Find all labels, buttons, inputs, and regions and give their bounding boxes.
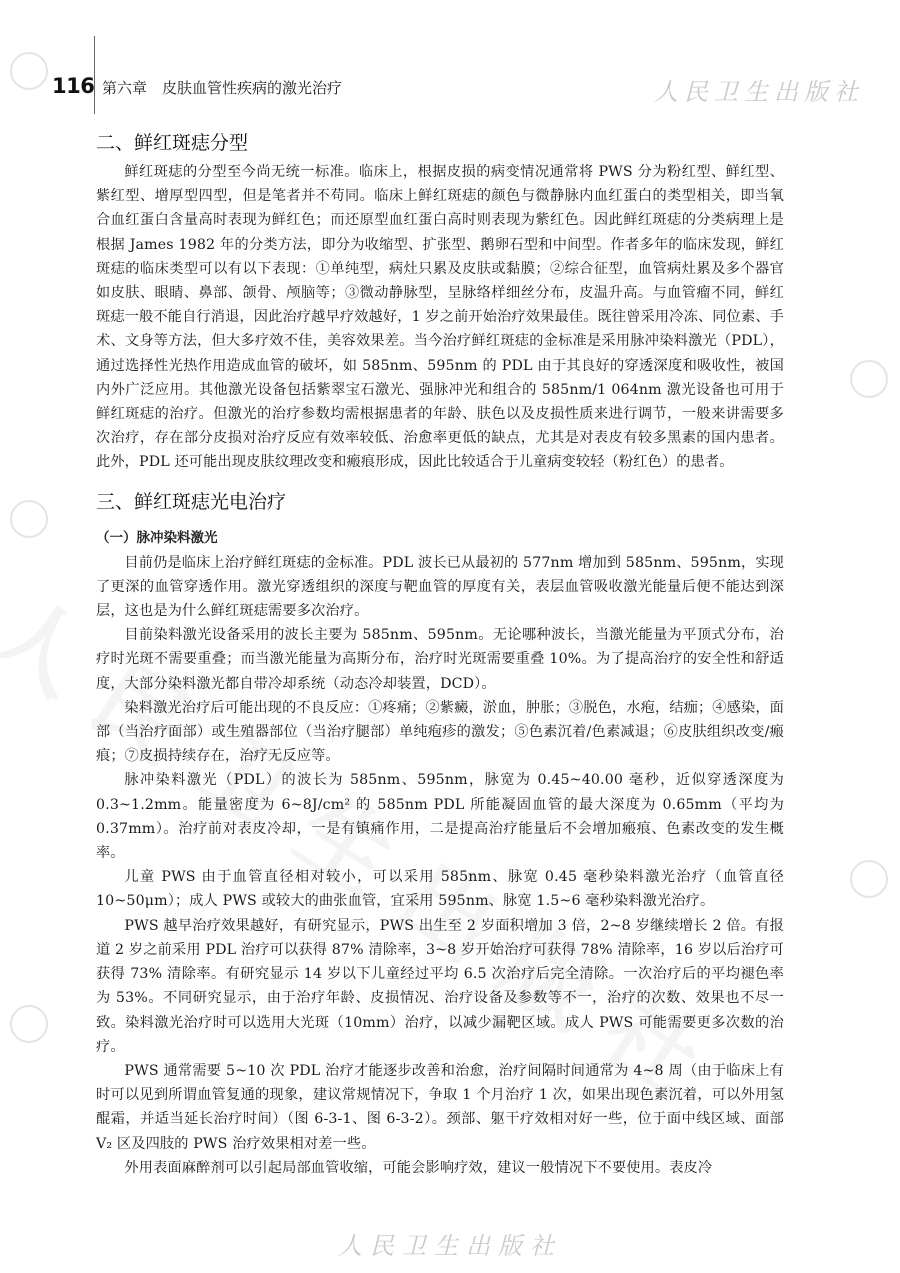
running-header [52,74,812,100]
page-body [96,126,784,1180]
body-paragraph: 染料激光治疗后可能出现的不良反应：①疼痛；②紫癜，淤血，肿胀；③脱色，水疱，结痂；④感染，面部（当治疗面部）或生殖器部位（当治疗腿部）单纯疱疹的激发；⑤色素沉着/色素减退；⑥皮肤组织改变/瘢痕；⑦皮损持续存在，治疗无反应等。 [96,699,784,765]
section-heading: 三、鲜红斑痣光电治疗 [96,490,287,513]
body-paragraph: 儿童 PWS 由于血管直径相对较小，可以采用 585nm、脉宽 0.45 毫秒染料激光治疗（血管直径 10~50μm）；成人 PWS 或较大的曲张血管，宜采用 595nm、脉宽 1.5~6 毫秒染料激光治疗。 [96,869,784,910]
page-number: 116 [52,74,95,98]
header-watermark: 人民卫生出版社 [654,78,864,106]
body-paragraph: 目前仍是临床上治疗鲜红斑痣的金标准。PDL 波长已从最初的 577nm 增加到 585nm、595nm，实现了更深的血管穿透作用。激光穿透组织的深度与靶血管的厚度有关，表层血管吸收激光能量后便不能达到深层，这也是为什么鲜红斑痣需要多次治疗。 [96,554,784,620]
publisher-logo-mark [850,860,888,898]
body-paragraph: 脉冲染料激光（PDL）的波长为 585nm、595nm，脉宽为 0.45~40.00 毫秒，近似穿透深度为 0.3~1.2mm。能量密度为 6~8J/cm² 的 585nm PDL 所能凝固血管的最大深度为 0.65mm（平均为 0.37mm）。治疗前对表皮冷却，一是有镇痛作用，二是提高治疗能量后不会增加瘢痕、色素改变的发生概率。 [96,772,784,862]
chapter-title: 第六章 皮肤血管性疾病的激光治疗 [102,79,343,97]
publisher-logo-mark [10,1005,48,1043]
header-divider [94,36,95,114]
body-paragraph: PWS 越早治疗效果越好，有研究显示，PWS 出生至 2 岁面积增加 3 倍，2~8 岁继续增长 2 倍。有报道 2 岁之前采用 PDL 治疗可以获得 87% 清除率，3~8 岁开始治疗可获得 78% 清除率，16 岁以后治疗可获得 73% 清除率。有研究显示 14 岁以下儿童经过平均 6.5 次治疗后完全清除。一次治疗后的平均褪色率为 53%。不同研究显示，由于治疗年龄、皮损情况、治疗设备及参数等不一，治疗的次数、效果也不尽一致。染料激光治疗时可以选用大光斑（10mm）治疗，以减少漏靶区域。成人 PWS 可能需要更多次数的治疗。 [96,917,784,1055]
subsection-heading: （一）脉冲染料激光 [96,529,218,546]
section-heading: 二、鲜红斑痣分型 [96,132,249,154]
body-paragraph: 鲜红斑痣的分型至今尚无统一标准。临床上，根据皮损的病变情况通常将 PWS 分为粉红型、鲜红型、紫红型、增厚型四型，但是笔者并不苟同。临床上鲜红斑痣的颜色与微静脉内血红蛋白的类型相关，即当氧合血红蛋白含量高时表现为鲜红色；而还原型血红蛋白高时则表现为紫红色。因此鲜红斑痣的分类病理上是根据 James 1982 年的分类方法，即分为收缩型、扩张型、鹅卵石型和中间型。作者多年的临床发现，鲜红斑痣的临床类型可以有以下表现：①单纯型，病灶只累及皮肤或黏膜；②综合征型，血管病灶累及多个器官如皮肤、眼睛、鼻部、颌骨、颅脑等；③微动静脉型，呈脉络样细丝分布，皮温升高。与血管瘤不同，鲜红斑痣一般不能自行消退，因此治疗越早疗效越好，1 岁之前开始治疗效果最佳。既往曾采用冷冻、同位素、手术、文身等方法，但大多疗效不佳，美容效果差。当今治疗鲜红斑痣的金标准是采用脉冲染料激光（PDL），通过选择性光热作用造成血管的破坏，如 585nm、595nm 的 PDL 由于其良好的穿透深度和吸收性，被国内外广泛应用。其他激光设备包括紫翠宝石激光、强脉冲光和组合的 585nm/1 064nm 激光设备也可用于鲜红斑痣的治疗。但激光的治疗参数均需根据患者的年龄、肤色以及皮损性质来进行调节，一般来讲需要多次治疗，存在部分皮损对治疗反应有效率较低、治愈率更低的缺点，尤其是对表皮有较多黑素的国内患者。此外，PDL 还可能出现皮肤纹理改变和瘢痕形成，因此比较适合于儿童病变较轻（粉红色）的患者。 [96,164,784,471]
publisher-logo-mark [10,52,48,90]
publisher-logo-mark [10,500,48,538]
publisher-logo-mark [850,360,888,398]
body-paragraph: 目前染料激光设备采用的波长主要为 585nm、595nm。无论哪种波长，当激光能量为平顶式分布，治疗时光斑不需要重叠；而当激光能量为高斯分布，治疗时光斑需要重叠 10%。为了提高治疗的安全性和舒适度，大部分染料激光都自带冷却系统（动态冷却装置，DCD）。 [96,627,784,692]
body-paragraph: 外用表面麻醉剂可以引起局部血管收缩，可能会影响疗效，建议一般情况下不要使用。表皮冷 [124,1159,713,1176]
footer-watermark: 人民卫生出版社 [338,1232,562,1260]
body-paragraph: PWS 通常需要 5~10 次 PDL 治疗才能逐步改善和治愈，治疗间隔时间通常为 4~8 周（由于临床上有时可以见到所谓血管复通的现象，建议常规情况下，争取 1 个月治疗 1 次，如果出现色素沉着，可以外用氢醌霜，并适当延长治疗时间）（图 6-3-1、图 6-3-2）。颈部、躯干疗效相对好一些，位于面中线区域、面部 V₂ 区及四肢的 PWS 治疗效果相对差一些。 [96,1062,784,1152]
